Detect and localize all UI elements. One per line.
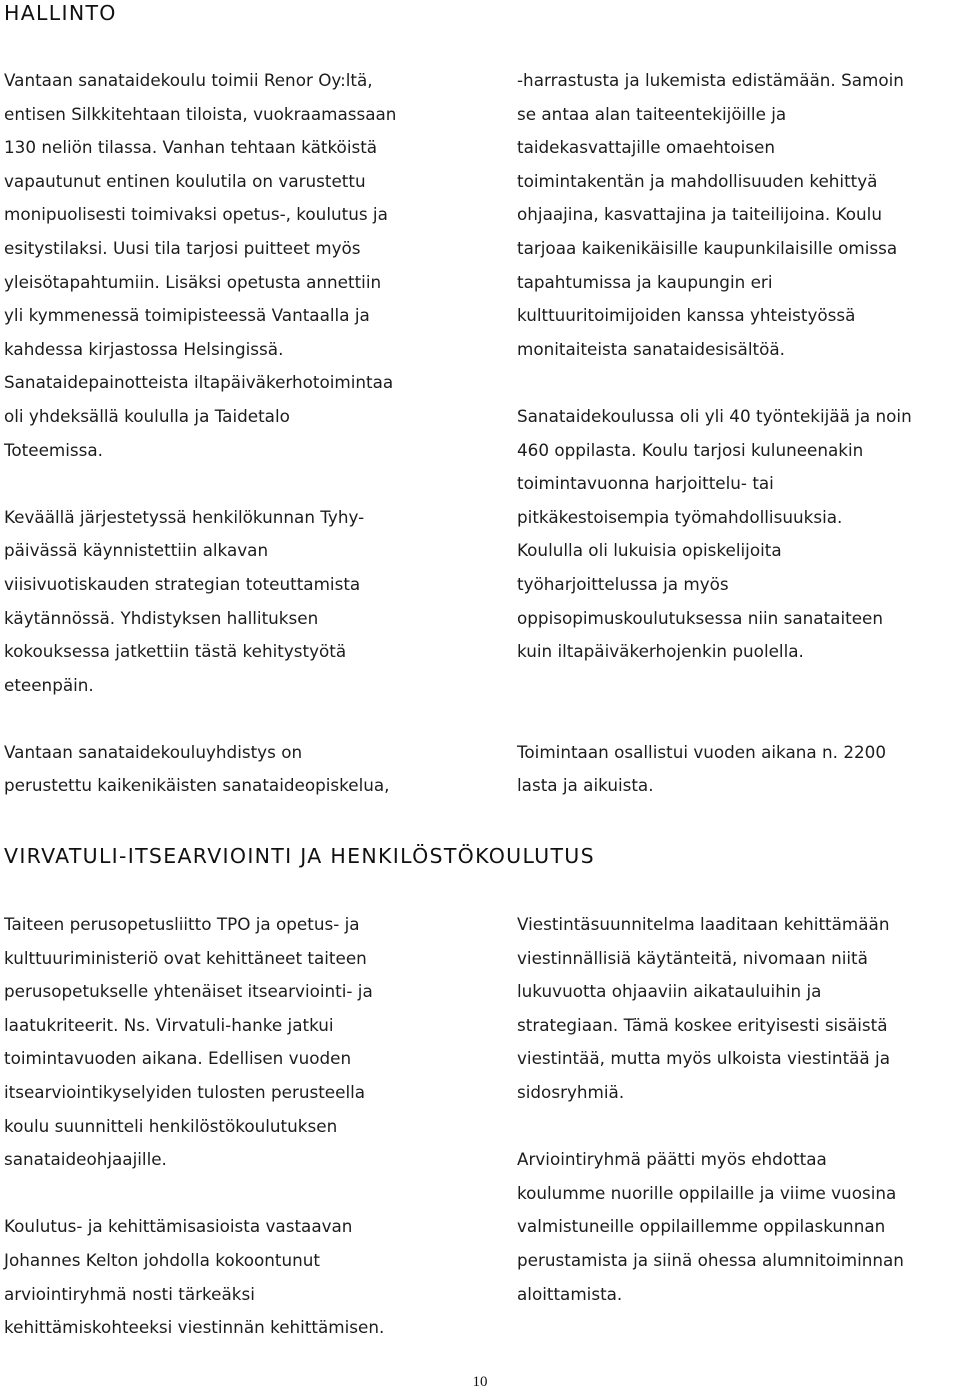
text-line: tapahtumissa ja kaupungin eri [517, 271, 773, 292]
text-line: strategiaan. Tämä koskee erityisesti sisäistä [517, 1014, 888, 1035]
text-line: aloittamista. [517, 1283, 623, 1304]
text-line: pitkäkestoisempia työmahdollisuuksia. [517, 506, 843, 527]
text-line: oli yhdeksällä koululla ja Taidetalo [4, 405, 290, 426]
paragraph-gap [4, 467, 396, 501]
text-line: Sanataidekoulussa oli yli 40 työntekijää ja noin [517, 405, 912, 426]
text-line: käytännössä. Yhdistyksen hallituksen [4, 607, 319, 628]
text-line: monipuolisesti toimivaksi opetus-, koulutus ja [4, 204, 388, 225]
virvatuli-left-column [4, 908, 384, 1345]
paragraph-gap [517, 702, 912, 736]
text-line: yleisötapahtumiin. Lisäksi opetusta annettiin [4, 271, 382, 292]
text-line: sanataideohjaajille. [4, 1149, 167, 1170]
text-line: monitaiteista sanataidesisältöä. [517, 338, 785, 359]
text-line: se antaa alan taiteentekijöille ja [517, 103, 787, 124]
text-line: toimintakentän ja mahdollisuuden kehittyä [517, 170, 878, 191]
text-line: Taiteen perusopetusliitto TPO ja opetus- ja [4, 914, 360, 934]
text-line: valmistuneille oppilaillemme oppilaskunnan [517, 1216, 886, 1237]
text-line: taidekasvattajille omaehtoisen [517, 137, 775, 158]
text-line: kulttuuritoimijoiden kanssa yhteistyössä [517, 305, 856, 326]
text-line: koulumme nuorille oppilaille ja viime vuosina [517, 1182, 897, 1203]
text-line: kuin iltapäiväkerhojenkin puolella. [517, 641, 804, 662]
text-line: Sanataidepainotteista iltapäiväkerhotoimintaa [4, 372, 394, 393]
text-line: Arviointiryhmä päätti myös ehdottaa [517, 1149, 827, 1170]
text-line: työharjoittelussa ja myös [517, 573, 729, 594]
text-line: Viestintäsuunnitelma laaditaan kehittämään [517, 914, 890, 934]
text-line: Keväällä järjestetyssä henkilökunnan Tyhy- [4, 506, 365, 527]
text-line: kehittämiskohteeksi viestinnän kehittämisen. [4, 1317, 385, 1338]
text-line: ohjaajina, kasvattajina ja taiteilijoina. Koulu [517, 204, 882, 225]
hallinto-left-column [4, 64, 396, 803]
text-line: lukuvuotta ohjaaviin aikatauluihin ja [517, 981, 822, 1002]
text-line: Toteemissa. [4, 439, 104, 460]
text-line: viisivuotiskauden strategian toteuttamista [4, 573, 361, 594]
paragraph-gap [517, 1110, 904, 1144]
text-line: kokouksessa jatkettiin tästä kehitystyötä [4, 641, 347, 662]
text-line: yli kymmenessä toimipisteessä Vantaalla ja [4, 305, 370, 326]
text-line: Koululla oli lukuisia opiskelijoita [517, 540, 782, 561]
virvatuli-right-column [517, 908, 904, 1311]
page-number: 10 [472, 1374, 488, 1390]
text-line: 460 oppilasta. Koulu tarjosi kuluneenakin [517, 439, 864, 460]
text-line: perustamista ja siinä ohessa alumnitoiminnan [517, 1249, 904, 1270]
text-line: -harrastusta ja lukemista edistämään. Samoin [517, 70, 904, 90]
text-line: 130 neliön tilassa. Vanhan tehtaan kätköistä [4, 137, 378, 158]
text-line: lasta ja aikuista. [517, 775, 654, 796]
text-line: entisen Silkkitehtaan tiloista, vuokraamassaan [4, 103, 397, 124]
text-line: Toimintaan osallistui vuoden aikana n. 2200 [517, 741, 887, 762]
text-line: Koulutus- ja kehittämisasioista vastaavan [4, 1216, 353, 1237]
paragraph-gap [517, 366, 912, 400]
paragraph-gap [517, 669, 912, 703]
text-line: koulu suunnitteli henkilöstökoulutuksen [4, 1115, 338, 1136]
text-line: toimintavuoden aikana. Edellisen vuoden [4, 1048, 352, 1069]
text-line: perustettu kaikenikäisten sanataideopiskelua, [4, 775, 390, 796]
section-heading-hallinto: HALLINTO [4, 1, 117, 25]
text-line: päivässä käynnistettiin alkavan [4, 540, 269, 561]
text-line: tarjoaa kaikenikäisille kaupunkilaisille omissa [517, 237, 898, 258]
paragraph-gap [4, 1177, 384, 1211]
text-line: viestintää, mutta myös ulkoista viestintää ja [517, 1048, 890, 1069]
text-line: esitystilaksi. Uusi tila tarjosi puitteet myös [4, 237, 361, 258]
text-line: sidosryhmiä. [517, 1081, 625, 1102]
text-line: perusopetukselle yhtenäiset itsearviointi- ja [4, 981, 373, 1002]
text-line: laatukriteerit. Ns. Virvatuli-hanke jatkui [4, 1014, 334, 1035]
text-line: Vantaan sanataidekouluyhdistys on [4, 741, 303, 762]
paragraph-gap [4, 702, 396, 736]
text-line: oppisopimuskoulutuksessa niin sanataiteen [517, 607, 883, 628]
text-line: Johannes Kelton johdolla kokoontunut [4, 1249, 320, 1270]
text-line: viestinnällisiä käytänteitä, nivomaan niitä [517, 947, 868, 968]
text-line: vapautunut entinen koulutila on varustettu [4, 170, 366, 191]
text-line: arviointiryhmä nosti tärkeäksi [4, 1283, 255, 1304]
hallinto-right-column [517, 64, 912, 803]
text-line: eteenpäin. [4, 674, 94, 695]
text-line: itsearviointikyselyiden tulosten perusteella [4, 1081, 366, 1102]
text-line: kulttuuriministeriö ovat kehittäneet taiteen [4, 947, 367, 968]
text-line: Vantaan sanataidekoulu toimii Renor Oy:ltä, [4, 70, 373, 90]
text-line: toimintavuonna harjoittelu- tai [517, 473, 774, 494]
section-heading-virvatuli: VIRVATULI-ITSEARVIOINTI JA HENKILÖSTÖKOULUTUS [4, 844, 595, 868]
text-line: kahdessa kirjastossa Helsingissä. [4, 338, 284, 359]
